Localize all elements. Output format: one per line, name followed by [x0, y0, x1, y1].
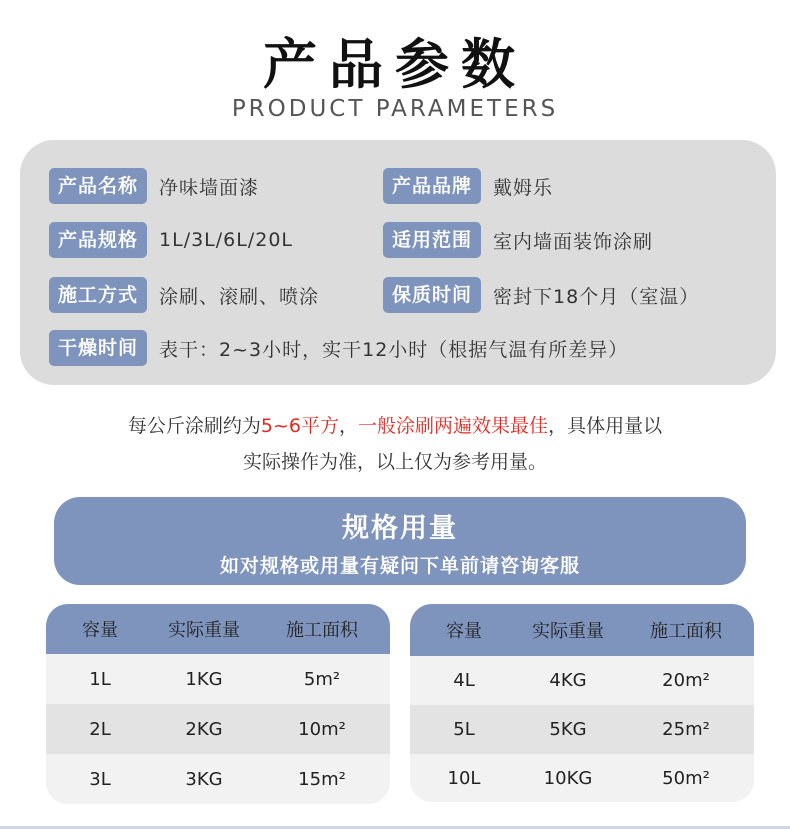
- banner-title: 规格用量: [342, 513, 458, 544]
- param-row: [20, 276, 776, 314]
- table-cell: 2L: [89, 718, 111, 740]
- column-header: 实际重量: [532, 621, 604, 642]
- table-row: [46, 704, 390, 754]
- note-text: ，: [339, 415, 359, 437]
- table-row: [46, 754, 390, 804]
- param-item: [49, 167, 259, 205]
- table-cell: 5m²: [303, 668, 341, 690]
- column-header: 容量: [446, 621, 482, 642]
- param-value: 戴姆乐: [493, 176, 554, 199]
- param-label: 产品名称: [49, 168, 147, 204]
- banner-subtitle: 如对规格或用量有疑问下单前请咨询客服: [219, 555, 580, 577]
- param-label: 干燥时间: [49, 330, 147, 366]
- table-cell: 25m²: [662, 719, 710, 740]
- param-value: 密封下18个月（室温）: [493, 285, 700, 308]
- usage-note: [0, 408, 790, 480]
- param-value: 净味墙面漆: [159, 176, 260, 199]
- column-header: 实际重量: [168, 620, 240, 641]
- param-value: 1L/3L/6L/20L: [159, 229, 294, 251]
- table-cell: 10m²: [298, 718, 346, 740]
- param-item: [383, 167, 553, 205]
- table-cell: 4L: [453, 670, 475, 691]
- note-text: ，具体用量以: [548, 415, 663, 437]
- table-cell: 10KG: [543, 767, 593, 789]
- param-item: [49, 276, 319, 314]
- param-row: [20, 221, 776, 259]
- param-label: 产品规格: [49, 222, 147, 258]
- table-cell: 3L: [89, 768, 111, 790]
- note-highlight: 5~6平方: [260, 415, 340, 437]
- table-row: [46, 654, 390, 704]
- spec-banner: [54, 497, 746, 585]
- param-label: 施工方式: [49, 277, 147, 313]
- param-label: 适用范围: [383, 222, 481, 258]
- spec-table-left: [46, 604, 390, 804]
- table-cell: 20m²: [662, 670, 710, 691]
- table-cell: 2KG: [185, 718, 223, 740]
- usage-note-line2: 实际操作为准，以上仅为参考用量。: [242, 451, 547, 473]
- table-cell: 10L: [447, 767, 481, 789]
- table-header: [46, 604, 390, 654]
- param-item: [49, 221, 293, 259]
- table-row: [410, 656, 754, 705]
- table-cell: 15m²: [298, 768, 346, 790]
- param-item: [383, 276, 699, 314]
- table-cell: 5L: [453, 719, 475, 740]
- table-row: [410, 754, 754, 802]
- table-cell: 5KG: [549, 719, 587, 740]
- table-header: [410, 604, 754, 656]
- param-row: [20, 329, 776, 367]
- param-item: [49, 329, 628, 367]
- note-text: 每公斤涂刷约为: [127, 415, 261, 437]
- param-label: 产品品牌: [383, 168, 481, 204]
- table-cell: 4KG: [549, 670, 587, 691]
- spec-table-right: [410, 604, 754, 802]
- usage-note-line1: [0, 408, 790, 444]
- param-label: 保质时间: [383, 277, 481, 313]
- page-title: 产品参数: [263, 33, 527, 96]
- param-item: [383, 221, 653, 259]
- table-cell: 1KG: [185, 668, 223, 690]
- param-value: 室内墙面装饰涂刷: [493, 230, 654, 253]
- table-cell: 3KG: [185, 768, 223, 790]
- column-header: 施工面积: [650, 621, 722, 642]
- column-header: 容量: [82, 620, 118, 641]
- table-row: [410, 705, 754, 754]
- note-highlight: 一般涂刷两遍效果最佳: [358, 415, 549, 437]
- param-value: 表干：2~3小时，实干12小时（根据气温有所差异）: [159, 338, 629, 361]
- table-cell: 1L: [89, 668, 111, 690]
- parameters-panel: [20, 140, 776, 385]
- param-value: 涂刷、滚刷、喷涂: [159, 285, 320, 308]
- column-header: 施工面积: [286, 620, 358, 641]
- param-row: [20, 167, 776, 205]
- table-cell: 50m²: [662, 767, 710, 789]
- page-subtitle: PRODUCT PARAMETERS: [231, 96, 559, 122]
